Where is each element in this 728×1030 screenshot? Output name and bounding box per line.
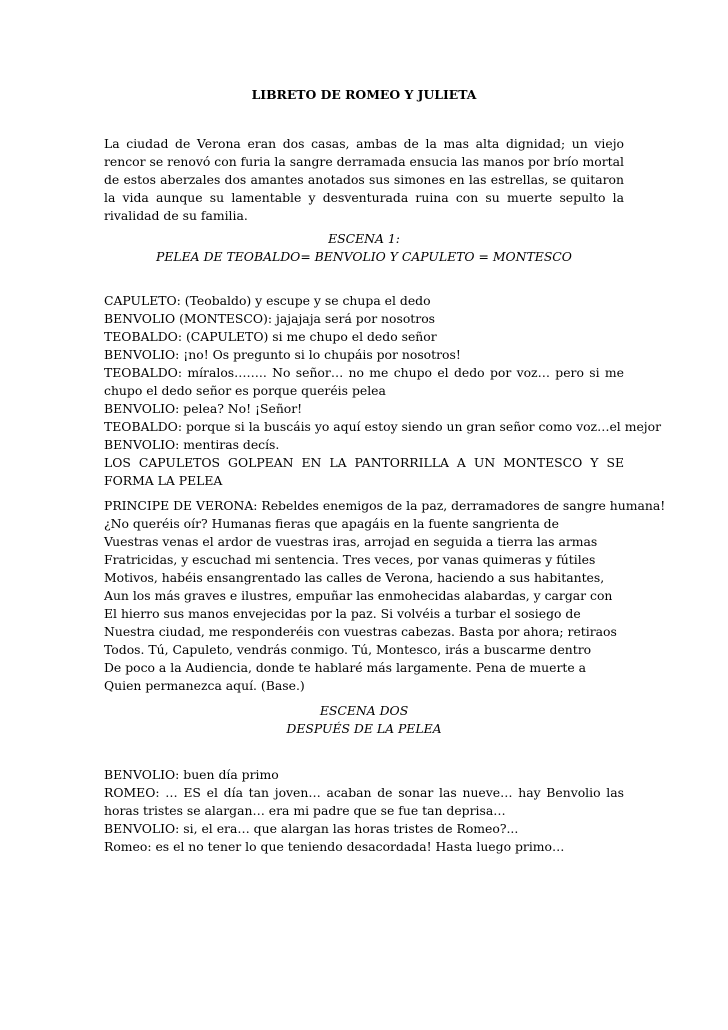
speech-line: ¿No queréis oír? Humanas fieras que apagáis en la fuente sangrienta de	[104, 516, 559, 531]
dialogue-line: ROMEO: … ES el día tan joven… acaban de sonar las nueve… hay Benvolio las horas tristes se alargan… era mi padre que se fue tan deprisa…	[104, 785, 624, 818]
dialogue-line: BENVOLIO: mentiras decís.	[104, 437, 280, 452]
speech-line: Nuestra ciudad, me responderéis con vuestras cabezas. Basta por ahora; retiraos	[104, 624, 617, 639]
stage-direction: LOS CAPULETOS GOLPEAN EN LA PANTORRILLA A UN MONTESCO Y SE FORMA LA PELEA	[104, 455, 624, 488]
speech-line: De poco a la Audiencia, donde te hablaré más largamente. Pena de muerte a	[104, 660, 587, 675]
dialogue-line: CAPULETO: (Teobaldo) y escupe y se chupa el dedo	[104, 293, 431, 308]
dialogue-line: TEOBALDO: míralos…….. No señor… no me chupo el dedo por voz… pero si me chupo el dedo señor es porque queréis pelea	[104, 365, 624, 398]
intro-paragraph: La ciudad de Verona eran dos casas, ambas de la mas alta dignidad; un viejo rencor se renovó con furia la sangre derramada ensucia las manos por brío mortal de estos aberzales dos amantes anotados sus simones en las estrellas, se quitaron la vida aunque su lamentable y desventurada ruina con su muerte sepulto la rivalidad de su familia.	[104, 136, 624, 223]
scene2-subheading: DESPUÉS DE LA PELEA	[286, 721, 442, 736]
scene1-heading: ESCENA 1:	[328, 231, 400, 246]
dialogue-line: TEOBALDO: porque si la buscáis yo aquí estoy siendo un gran señor como voz…el mejor	[104, 419, 662, 434]
prince-speech	[104, 497, 666, 695]
scene2-heading: ESCENA DOS	[319, 703, 409, 718]
dialogue-line: BENVOLIO: buen día primo	[104, 767, 279, 782]
speech-line: Motivos, habéis ensangrentado las calles de Verona, haciendo a sus habitantes,	[104, 570, 605, 585]
document-title: LIBRETO DE ROMEO Y JULIETA	[251, 87, 477, 102]
speech-line: Vuestras venas el ardor de vuestras iras, arrojad en seguida a tierra las armas	[104, 534, 598, 549]
dialogue-line: Romeo: es el no tener lo que teniendo desacordada! Hasta luego primo…	[104, 839, 565, 854]
dialogue-line: BENVOLIO (MONTESCO): jajajaja será por nosotros	[104, 311, 436, 326]
speech-line: PRINCIPE DE VERONA: Rebeldes enemigos de la paz, derramadores de sangre humana!	[104, 498, 666, 513]
dialogue-line: BENVOLIO: si, el era… que alargan las horas tristes de Romeo?...	[104, 821, 519, 836]
speech-line: Fratricidas, y escuchad mi sentencia. Tres veces, por vanas quimeras y fútiles	[104, 552, 596, 567]
speech-line: Aun los más graves e ilustres, empuñar las enmohecidas alabardas, y cargar con	[104, 588, 613, 603]
speech-line: Quien permanezca aquí. (Base.)	[104, 678, 305, 693]
dialogue-line: BENVOLIO: ¡no! Os pregunto si lo chupáis por nosotros!	[104, 347, 461, 362]
scene2-dialogue	[104, 766, 624, 856]
scene1-dialogue	[104, 292, 662, 454]
dialogue-line: TEOBALDO: (CAPULETO) si me chupo el dedo señor	[104, 329, 437, 344]
scene1-subheading: PELEA DE TEOBALDO= BENVOLIO Y CAPULETO = MONTESCO	[156, 249, 572, 264]
dialogue-line: BENVOLIO: pelea? No! ¡Señor!	[104, 401, 303, 416]
speech-line: El hierro sus manos envejecidas por la paz. Si volvéis a turbar el sosiego de	[104, 606, 581, 621]
speech-line: Todos. Tú, Capuleto, vendrás conmigo. Tú, Montesco, irás a buscarme dentro	[104, 642, 592, 657]
